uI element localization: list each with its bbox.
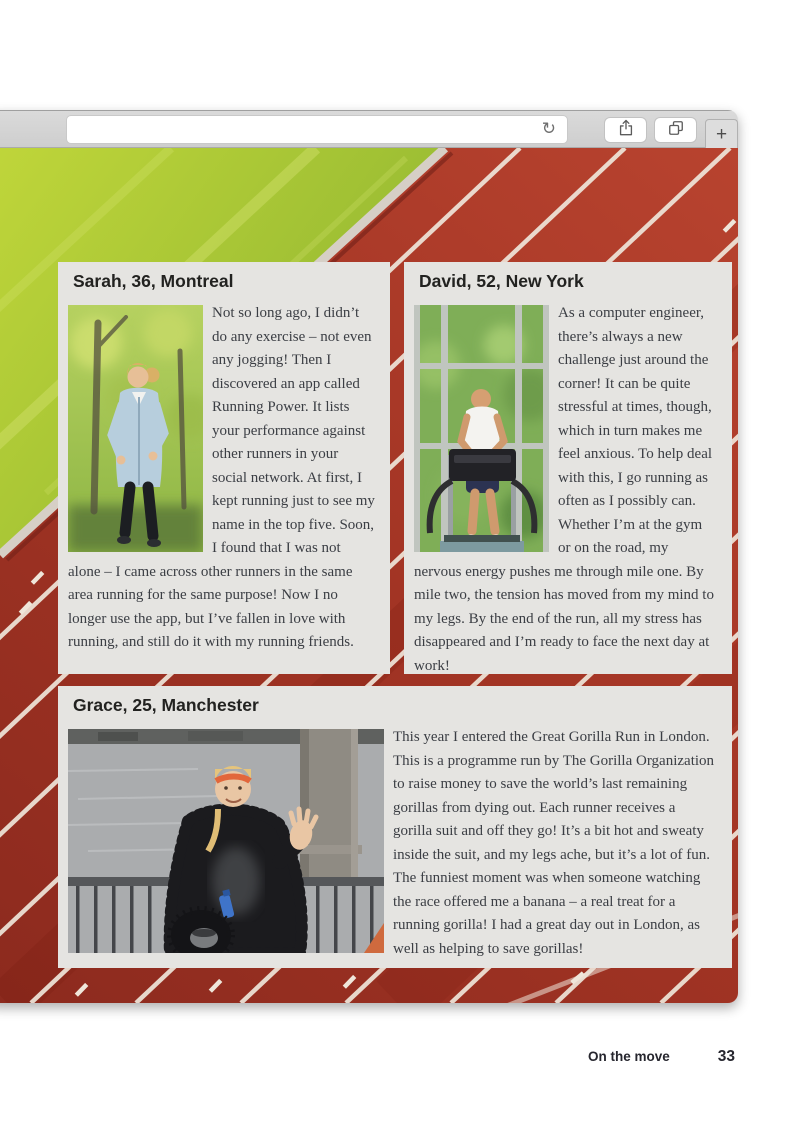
refresh-icon[interactable]: ↻	[541, 118, 556, 139]
share-icon	[616, 118, 636, 143]
page-footer	[588, 1048, 735, 1066]
card-heading-sarah: Sarah, 36, Montreal	[73, 271, 234, 291]
david-photo	[414, 305, 549, 552]
testimonial-card-sarah	[58, 262, 390, 674]
tabs-button[interactable]	[654, 117, 697, 143]
testimonial-card-grace	[58, 686, 732, 968]
grace-photo	[68, 729, 384, 953]
card-body-grace: This year I entered the Great Gorilla Run in London. This is a programme run by The Gorilla Organization to raise money to save the world’s last remaining gorillas from dying out. Each runner receives a gorilla suit and off they go! It’s a bit hot and sweaty inside the suit, and my legs ache, but it’s a lot of fun. The funniest moment was when someone watching the race offered me a banana – a real treat for a running gorilla! I had a great day out in London, as well as helping to save gorillas!	[393, 729, 715, 957]
card-heading-grace: Grace, 25, Manchester	[73, 695, 259, 715]
new-tab-button[interactable]: +	[705, 119, 738, 149]
browser-window	[0, 110, 738, 1003]
webpage-content	[0, 148, 738, 1003]
card-heading-david: David, 52, New York	[419, 271, 584, 291]
address-bar[interactable]	[66, 115, 568, 144]
sarah-photo	[68, 305, 203, 552]
footer-section-title: On the move	[587, 1049, 670, 1064]
card-body-sarah: Not so long ago, I didn’t do any exercise – not even any jogging! Then I discovered an app called Running Power. It lists your performance against other runners in your social network. At first, I kept running just to see my name in the top five. Soon, I found that I was not alone – I came across other runners in the same area running for the same purpose! Now I no longer use the app, but I’ve fallen in love with running, and still do it with my running friends.	[68, 305, 375, 650]
browser-toolbar	[0, 110, 738, 148]
address-input[interactable]	[67, 116, 497, 143]
tabs-icon	[666, 118, 686, 143]
testimonial-card-david	[404, 262, 732, 674]
footer-page-number: 33	[717, 1048, 735, 1065]
share-button[interactable]	[604, 117, 647, 143]
card-body-david: As a computer engineer, there’s always a new challenge just around the corner! It can be quite stressful at times, though, which in turn makes me feel anxious. To help deal with this, I go running as often as I possibly can. Whether I’m at the gym or on the road, my nervous energy pushes me through mile one. By mile two, the tension has moved from my mind to my legs. By the end of the run, all my stress has disappeared and I’m ready to face the next day at work!	[414, 305, 714, 674]
